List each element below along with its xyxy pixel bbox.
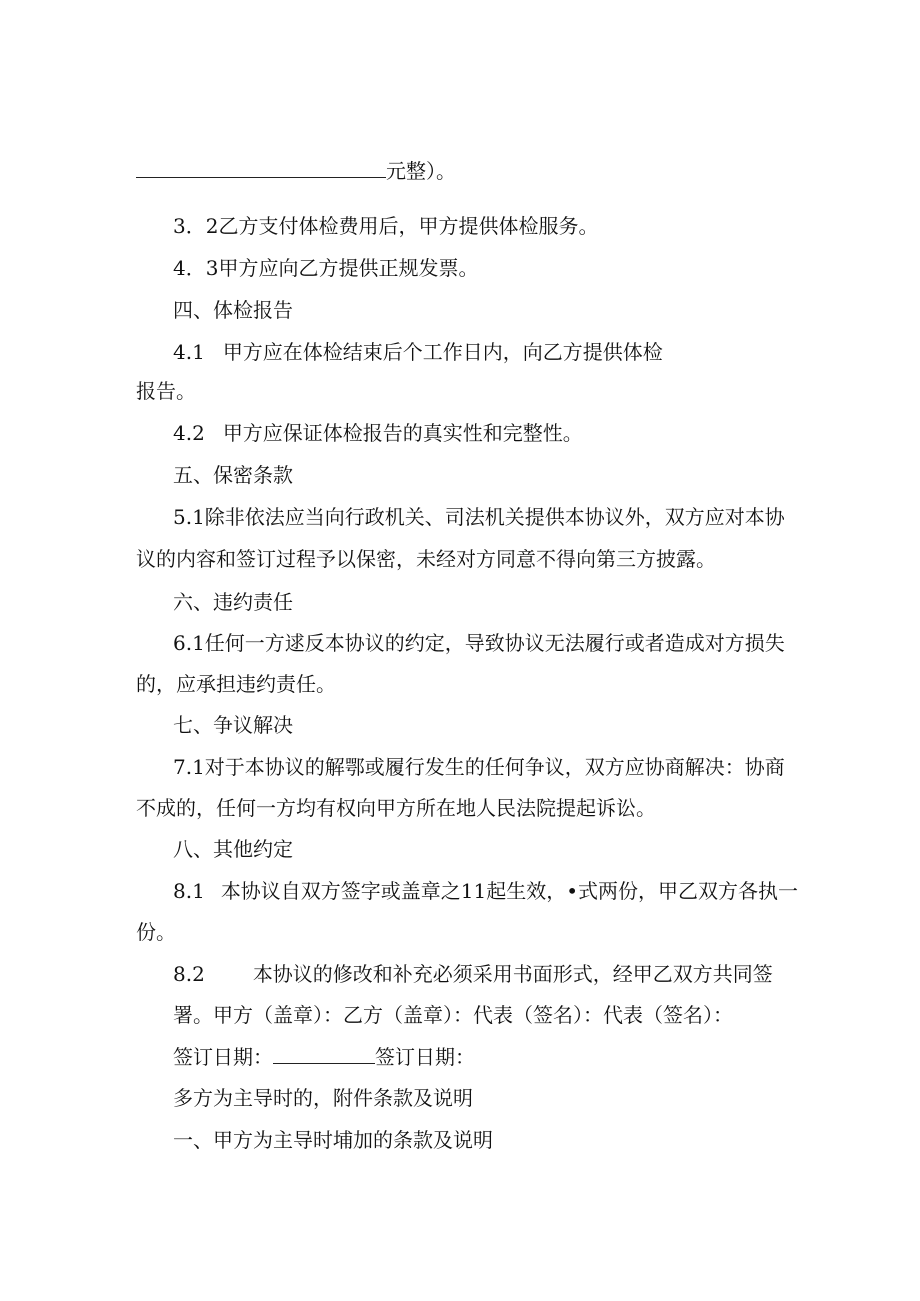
annex-intro: 多方为主导时的，附件条款及说明 [173,1086,473,1110]
section-heading-7: 七、争议解决 [173,713,293,737]
clause-8-1 [173,877,798,905]
clause-number: 4．3 [173,256,219,280]
clause-8-1-cont: 份。 [136,920,176,944]
clause-5-1: 5.1除非依法应当向行政机关、司法机关提供本协议外，双方应对本协 [173,505,785,529]
clause-6-1: 6.1任何一方逑反本协议的约定，导致协议无法履行或者造成对方损失 [173,631,785,655]
clause-text: 甲方应保证体检报告的真实性和完整性。 [222,421,583,445]
clause-4-1 [173,338,663,366]
clause-5-1-cont: 议的内容和签订过程予以保密，未经对方同意不得向第三方披露。 [136,547,716,571]
clause-6-1-cont: 的，应承担违约责任。 [136,672,336,696]
clause-number: 4.1 [173,340,205,364]
sign-date-line [173,1043,475,1071]
section-heading-6: 六、违约责任 [173,590,293,614]
clause-8-2 [173,960,773,988]
clause-text: 乙方支付体检费用后，甲方提供体检服务。 [218,214,599,238]
date-blank [273,1043,375,1064]
clause-4-3 [173,254,478,282]
clause-text: 甲方应在体检结束后个工作日内，向乙方提供体检 [222,340,663,364]
sign-date-label: 签订日期： [173,1045,273,1069]
fee-text: 元整）。 [386,159,456,183]
clause-number: 8.2 [173,962,205,986]
clause-text: 本协议的修改和补充必须采用书面形式，经甲乙双方共同签 [252,962,773,986]
signature-labels: 署。甲方（盖章）：乙方（盖章）：代表（签名）：代表（签名）： [173,1003,733,1027]
clause-7-1: 7.1对于本协议的解鄂或履行发生的任何争议，双方应协商解决：协商 [173,755,785,779]
clause-text: 本协议自双方签字或盖章之11起生效，•式两份，甲乙双方各执一 [220,879,799,903]
annex-heading: 一、甲方为主导时埔加的条款及说明 [173,1128,493,1152]
clause-4-1-cont: 报告。 [136,379,196,403]
clause-4-2 [173,419,583,447]
clause-7-1-cont: 不成的，任何一方均有权向甲方所在地人民法院提起诉讼。 [136,796,656,820]
section-heading-4: 四、体检报告 [173,298,293,322]
sign-date-label: 签订日期： [375,1045,475,1069]
section-heading-8: 八、其他约定 [173,837,293,861]
clause-3-2 [173,212,598,240]
amount-blank [136,157,386,178]
clause-number: 4.2 [173,421,205,445]
fee-line [136,157,456,185]
section-heading-5: 五、保密条款 [173,463,293,487]
clause-number: 3．2 [173,214,219,238]
clause-text: 甲方应向乙方提供正规发票。 [218,256,479,280]
clause-number: 8.1 [173,879,205,903]
